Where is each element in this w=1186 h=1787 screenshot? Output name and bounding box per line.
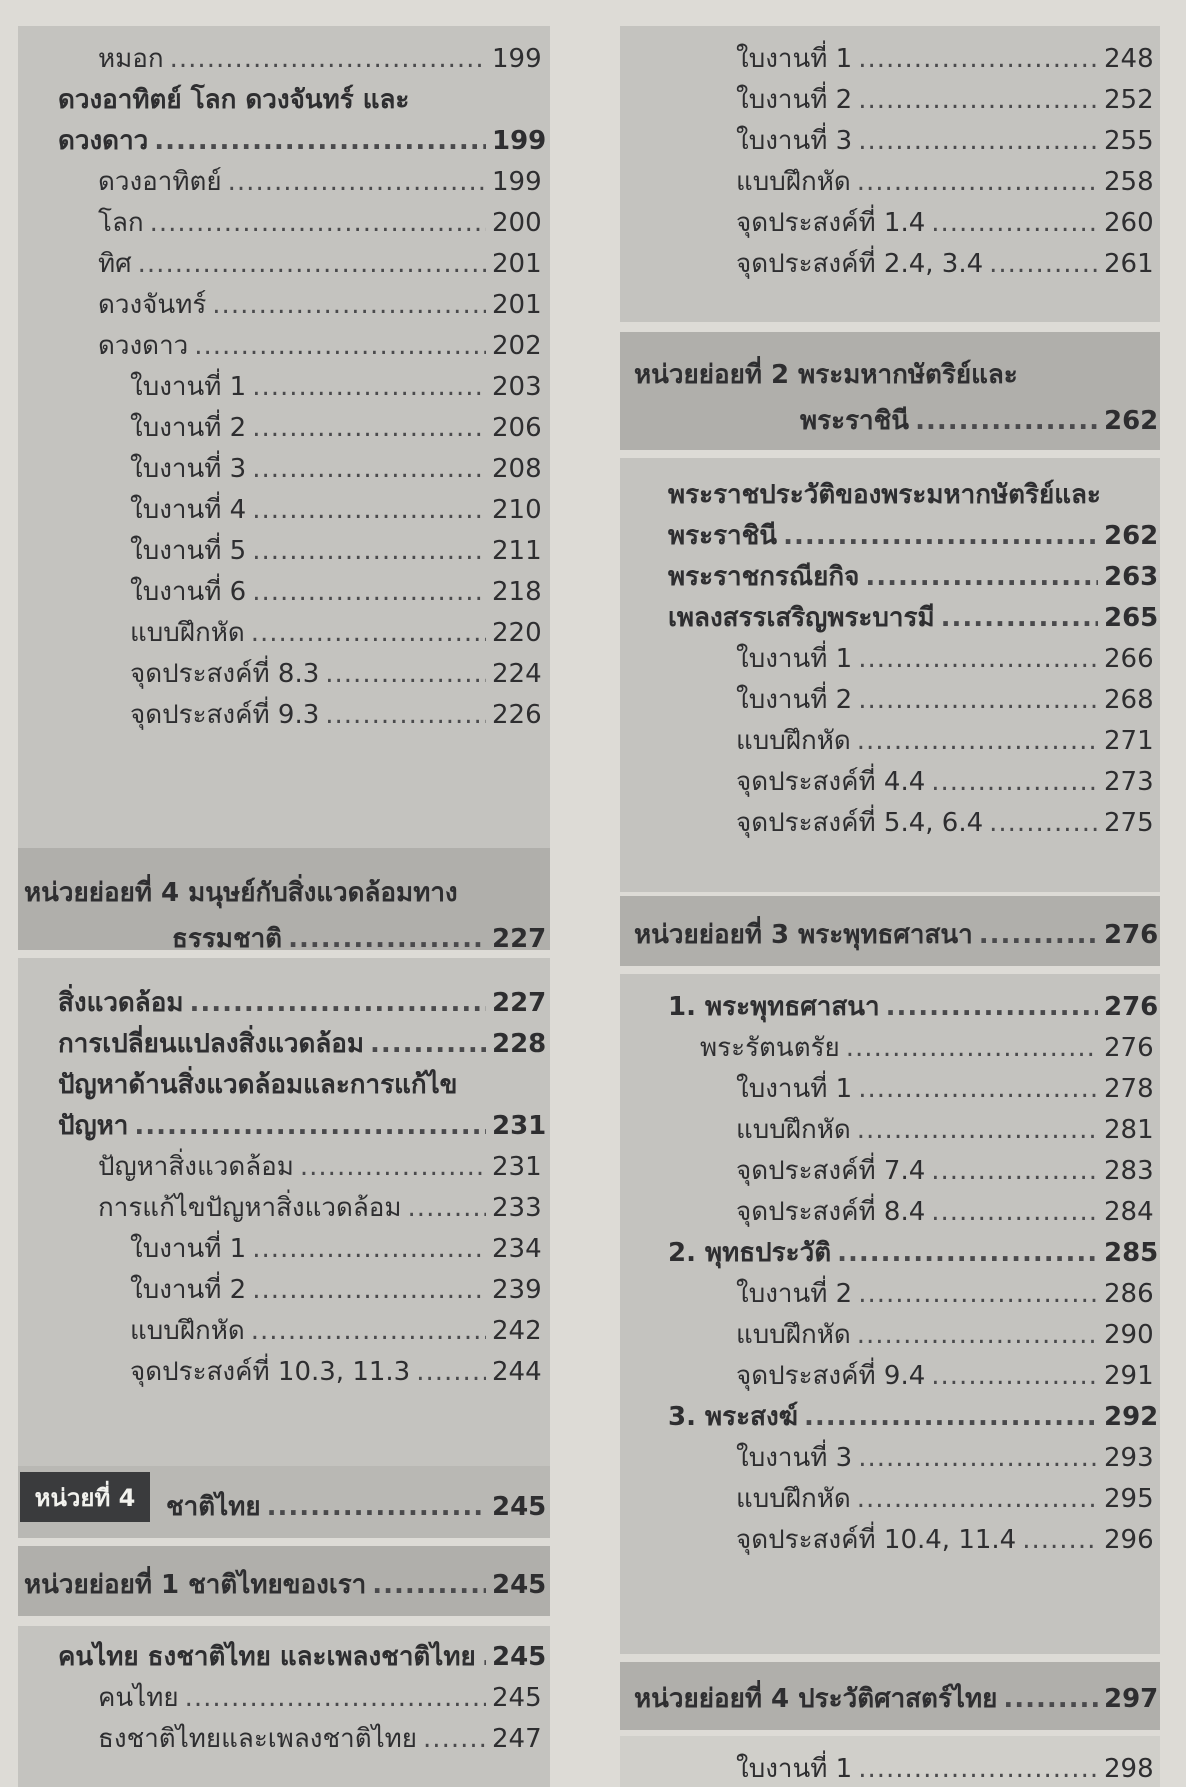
toc-entry-label: 3. พระสงฆ์	[668, 1402, 798, 1432]
page-number: 260	[1104, 208, 1154, 238]
subunit-4-title-line2[interactable]	[18, 910, 550, 956]
toc-entry-label: จุดประสงค์ที่ 10.3, 11.3	[130, 1357, 411, 1387]
toc-entry[interactable]	[18, 1710, 550, 1756]
toc-entry-label: สิ่งแวดล้อม	[58, 988, 184, 1018]
toc-entry[interactable]	[620, 978, 1160, 1024]
toc-entry-label: ใบงานที่ 1	[130, 1234, 247, 1264]
toc-entry-label: ใบงานที่ 1	[736, 1754, 853, 1784]
toc-entry-label: ใบงานที่ 3	[736, 1443, 853, 1473]
dot-leader	[1003, 1682, 1098, 1716]
dot-leader	[267, 1490, 486, 1524]
page-number: 252	[1104, 85, 1154, 115]
page-number: 261	[1104, 249, 1154, 279]
subunit-3-label: หน่วยย่อยที่ 3 พระพุทธศาสนา	[634, 920, 973, 950]
page-number: 263	[1104, 562, 1159, 592]
toc-entry-label: พระรัตนตรัย	[700, 1033, 840, 1063]
toc-entry-label: จุดประสงค์ที่ 8.3	[130, 659, 320, 689]
toc-entry[interactable]	[620, 194, 1160, 240]
dot-leader	[1022, 1523, 1098, 1557]
toc-entry-label: ใบงานที่ 1	[736, 644, 853, 674]
toc-entry-label: ดวงดาว	[58, 126, 149, 156]
toc-entry[interactable]	[18, 974, 550, 1020]
toc-entry[interactable]	[18, 1343, 550, 1389]
page-number: 228	[492, 1029, 547, 1059]
toc-entry[interactable]	[18, 1261, 550, 1307]
toc-entry-label: หมอก	[98, 44, 164, 74]
subunit-1-label: หน่วยย่อยที่ 1 ชาติไทยของเรา	[24, 1570, 367, 1600]
toc-entry-label: ใบงานที่ 2	[736, 85, 853, 115]
page-number: 276	[1104, 1033, 1154, 1063]
page-number: 245	[492, 1683, 542, 1713]
page-number: 245	[492, 1492, 547, 1522]
page-number: 199	[492, 126, 547, 156]
toc-entry[interactable]	[620, 112, 1160, 158]
toc-entry[interactable]	[620, 1306, 1160, 1352]
toc-entry[interactable]	[18, 71, 550, 117]
toc-entry[interactable]	[18, 1302, 550, 1348]
toc-entry[interactable]	[620, 1019, 1160, 1065]
toc-entry[interactable]	[620, 712, 1160, 758]
toc-entry-label: จุดประสงค์ที่ 10.4, 11.4	[736, 1525, 1017, 1555]
page-number: 293	[1104, 1443, 1154, 1473]
page-number: 202	[492, 331, 542, 361]
unit-4-label: ชาติไทย	[166, 1492, 261, 1522]
page-number: 231	[492, 1152, 542, 1182]
page-number: 201	[492, 249, 542, 279]
page-number: 233	[492, 1193, 542, 1223]
toc-entry[interactable]	[620, 466, 1160, 512]
toc-entry[interactable]	[18, 604, 550, 650]
toc-entry[interactable]	[18, 194, 550, 240]
dot-leader	[989, 806, 1098, 840]
subunit-4-history-label: หน่วยย่อยที่ 4 ประวัติศาสตร์ไทย	[634, 1684, 998, 1714]
toc-entry[interactable]	[620, 1224, 1160, 1270]
page-number: 199	[492, 167, 542, 197]
toc-entry-label: เพลงสรรเสริญพระบารมี	[668, 603, 935, 633]
dot-leader	[989, 247, 1098, 281]
page-number: 297	[1104, 1684, 1159, 1714]
toc-entry[interactable]	[620, 1388, 1160, 1434]
page-number: 265	[1104, 603, 1159, 633]
toc-entry-label: พระราชกรณียกิจ	[668, 562, 860, 592]
toc-entry[interactable]	[620, 1511, 1160, 1557]
toc-entry-label: ใบงานที่ 3	[130, 454, 247, 484]
page-number: 283	[1104, 1156, 1154, 1186]
subunit-2-label: พระราชินี	[800, 406, 910, 436]
toc-right-column	[620, 26, 1160, 1787]
toc-entry[interactable]	[620, 153, 1160, 199]
page-number: 276	[1104, 920, 1159, 950]
page-number: 258	[1104, 167, 1154, 197]
toc-entry-label: 1. พระพุทธศาสนา	[668, 992, 880, 1022]
toc-entry[interactable]	[18, 1056, 550, 1102]
toc-entry[interactable]	[18, 1138, 550, 1184]
toc-entry[interactable]	[18, 1179, 550, 1225]
toc-entry[interactable]	[620, 1740, 1160, 1786]
toc-entry[interactable]	[18, 153, 550, 199]
page-number: 290	[1104, 1320, 1154, 1350]
toc-entry-label: ดวงอาทิตย์	[98, 167, 222, 197]
page-number: 220	[492, 618, 542, 648]
toc-entry-label: จุดประสงค์ที่ 8.4	[736, 1197, 926, 1227]
toc-entry-label: แบบฝึกหัด	[736, 1115, 851, 1145]
toc-entry-label: ดวงอาทิตย์ โลก ดวงจันทร์ และ	[58, 85, 410, 115]
page-number: 284	[1104, 1197, 1154, 1227]
subunit-2-title-text: หน่วยย่อยที่ 2 พระมหากษัตริย์และ	[634, 360, 1018, 390]
toc-entry-label: การแก้ไขปัญหาสิ่งแวดล้อม	[98, 1193, 402, 1223]
toc-entry-label: ปัญหาด้านสิ่งแวดล้อมและการแก้ไข	[58, 1070, 458, 1100]
toc-entry-label: จุดประสงค์ที่ 7.4	[736, 1156, 926, 1186]
toc-entry[interactable]	[18, 1220, 550, 1266]
toc-entry[interactable]	[620, 1347, 1160, 1393]
page-number: 227	[492, 924, 547, 954]
toc-entry[interactable]	[18, 645, 550, 691]
toc-entry[interactable]	[18, 112, 550, 158]
toc-entry-label: แบบฝึกหัด	[736, 726, 851, 756]
toc-entry-label: ใบงานที่ 1	[736, 44, 853, 74]
toc-entry[interactable]	[18, 399, 550, 445]
toc-entry-label: โลก	[98, 208, 144, 238]
page-number: 285	[1104, 1238, 1159, 1268]
toc-entry[interactable]	[18, 30, 550, 76]
toc-entry[interactable]	[620, 794, 1160, 840]
toc-entry[interactable]	[18, 235, 550, 281]
page-number: 248	[1104, 44, 1154, 74]
toc-entry[interactable]	[18, 440, 550, 486]
toc-left-column	[18, 26, 550, 1787]
toc-entry[interactable]	[620, 1429, 1160, 1475]
page-number: 224	[492, 659, 542, 689]
dot-leader	[325, 698, 486, 732]
toc-entry[interactable]	[620, 1265, 1160, 1311]
toc-entry[interactable]	[18, 481, 550, 527]
toc-entry-label: ใบงานที่ 1	[130, 372, 247, 402]
toc-entry-label: ใบงานที่ 2	[736, 1279, 853, 1309]
toc-entry-label: พระราชินี	[668, 521, 778, 551]
page-number: 271	[1104, 726, 1154, 756]
subunit-4-label: ธรรมชาติ	[172, 924, 283, 954]
page-number: 262	[1104, 521, 1159, 551]
page-number: 244	[492, 1357, 542, 1387]
toc-entry[interactable]	[620, 235, 1160, 281]
toc-entry-label: แบบฝึกหัด	[736, 1320, 851, 1350]
page-number: 262	[1104, 406, 1159, 436]
toc-entry-label: ปัญหาสิ่งแวดล้อม	[98, 1152, 294, 1182]
toc-entry-label: คนไทย	[98, 1683, 179, 1713]
toc-entry[interactable]	[18, 358, 550, 404]
toc-entry-label: ใบงานที่ 2	[130, 1275, 247, 1305]
dot-leader	[915, 404, 1098, 438]
page-number: 234	[492, 1234, 542, 1264]
page-number: 208	[492, 454, 542, 484]
subunit-2-title-line1	[620, 346, 1160, 392]
toc-entry-label: จุดประสงค์ที่ 5.4, 6.4	[736, 808, 984, 838]
page-number: 245	[492, 1642, 547, 1672]
page-number: 273	[1104, 767, 1154, 797]
page-number: 203	[492, 372, 542, 402]
toc-entry[interactable]	[620, 1060, 1160, 1106]
toc-entry-label: ปัญหา	[58, 1111, 129, 1141]
toc-entry-label: คนไทย ธงชาติไทย และเพลงชาติไทย	[58, 1642, 476, 1672]
toc-entry-label: แบบฝึกหัด	[736, 1484, 851, 1514]
toc-entry-label: พระราชประวัติของพระมหากษัตริย์และ	[668, 480, 1101, 510]
toc-entry-label: ทิศ	[98, 249, 132, 279]
toc-entry[interactable]	[620, 71, 1160, 117]
toc-entry[interactable]	[18, 563, 550, 609]
page-number: 291	[1104, 1361, 1154, 1391]
toc-entry-label: จุดประสงค์ที่ 9.3	[130, 700, 320, 730]
toc-entry-label: จุดประสงค์ที่ 2.4, 3.4	[736, 249, 984, 279]
page-number: 226	[492, 700, 542, 730]
toc-entry-label: จุดประสงค์ที่ 4.4	[736, 767, 926, 797]
page-number: 286	[1104, 1279, 1154, 1309]
page-number: 292	[1104, 1402, 1159, 1432]
page-number: 276	[1104, 992, 1159, 1022]
dot-leader	[979, 918, 1098, 952]
toc-entry[interactable]	[620, 1101, 1160, 1147]
dot-leader	[423, 1722, 486, 1756]
toc-entry-label: แบบฝึกหัด	[130, 618, 245, 648]
subunit-4-title-text: หน่วยย่อยที่ 4 มนุษย์กับสิ่งแวดล้อมทาง	[24, 878, 458, 908]
page-number: 239	[492, 1275, 542, 1305]
toc-entry-label: การเปลี่ยนแปลงสิ่งแวดล้อม	[58, 1029, 365, 1059]
toc-entry[interactable]	[620, 1470, 1160, 1516]
page-number: 281	[1104, 1115, 1154, 1145]
toc-entry-label: ดวงดาว	[98, 331, 189, 361]
toc-entry[interactable]	[18, 1015, 550, 1061]
dot-leader	[288, 922, 486, 956]
toc-entry[interactable]	[18, 276, 550, 322]
unit-badge: หน่วยที่ 4	[20, 1472, 150, 1522]
unit-4-entry[interactable]	[18, 1478, 550, 1524]
toc-entry[interactable]	[620, 30, 1160, 76]
toc-entry[interactable]	[620, 589, 1160, 635]
toc-entry[interactable]	[620, 1142, 1160, 1188]
toc-entry-label: ใบงานที่ 2	[736, 685, 853, 715]
toc-entry-label: 2. พุทธประวัติ	[668, 1238, 832, 1268]
page-number: 275	[1104, 808, 1154, 838]
page-number: 278	[1104, 1074, 1154, 1104]
subunit-4-history-entry[interactable]	[620, 1670, 1160, 1716]
page-number: 255	[1104, 126, 1154, 156]
page-number: 231	[492, 1111, 547, 1141]
page-number: 298	[1104, 1754, 1154, 1784]
page-number: 295	[1104, 1484, 1154, 1514]
page-number: 296	[1104, 1525, 1154, 1555]
toc-entry[interactable]	[620, 548, 1160, 594]
page-number: 206	[492, 413, 542, 443]
page-number: 268	[1104, 685, 1154, 715]
page-number: 227	[492, 988, 547, 1018]
toc-entry[interactable]	[620, 507, 1160, 553]
toc-entry[interactable]	[18, 1097, 550, 1143]
subunit-4-title-line1	[18, 864, 550, 910]
toc-entry-label: ใบงานที่ 6	[130, 577, 247, 607]
dot-leader	[372, 1568, 486, 1602]
page-number: 210	[492, 495, 542, 525]
toc-entry-label: ใบงานที่ 5	[130, 536, 247, 566]
subunit-2-title-line2[interactable]	[620, 392, 1160, 438]
toc-entry[interactable]	[620, 1183, 1160, 1229]
toc-entry-label: แบบฝึกหัด	[130, 1316, 245, 1346]
page-number: 199	[492, 44, 542, 74]
page-number: 218	[492, 577, 542, 607]
page-number: 247	[492, 1724, 542, 1754]
subunit-1-entry[interactable]	[18, 1556, 550, 1602]
page-number: 211	[492, 536, 542, 566]
toc-entry-label: ดวงจันทร์	[98, 290, 207, 320]
toc-entry-label: ธงชาติไทยและเพลงชาติไทย	[98, 1724, 418, 1754]
toc-entry-label: จุดประสงค์ที่ 9.4	[736, 1361, 926, 1391]
toc-entry[interactable]	[18, 1628, 550, 1674]
toc-entry-label: จุดประสงค์ที่ 1.4	[736, 208, 926, 238]
page-number: 201	[492, 290, 542, 320]
dot-leader	[858, 1752, 1098, 1786]
toc-entry[interactable]	[620, 630, 1160, 676]
toc-entry[interactable]	[18, 522, 550, 568]
toc-entry-label: ใบงานที่ 3	[736, 126, 853, 156]
toc-entry[interactable]	[18, 1669, 550, 1715]
toc-entry[interactable]	[18, 686, 550, 732]
page-number: 245	[492, 1570, 547, 1600]
toc-entry-label: ใบงานที่ 1	[736, 1074, 853, 1104]
subunit-3-entry[interactable]	[620, 906, 1160, 952]
toc-entry[interactable]	[620, 671, 1160, 717]
toc-entry[interactable]	[620, 753, 1160, 799]
toc-entry-label: ใบงานที่ 4	[130, 495, 247, 525]
toc-entry[interactable]	[18, 317, 550, 363]
page-number: 200	[492, 208, 542, 238]
toc-entry-label: ใบงานที่ 2	[130, 413, 247, 443]
dot-leader	[416, 1355, 486, 1389]
page-number: 242	[492, 1316, 542, 1346]
toc-entry-label: แบบฝึกหัด	[736, 167, 851, 197]
page-number: 266	[1104, 644, 1154, 674]
